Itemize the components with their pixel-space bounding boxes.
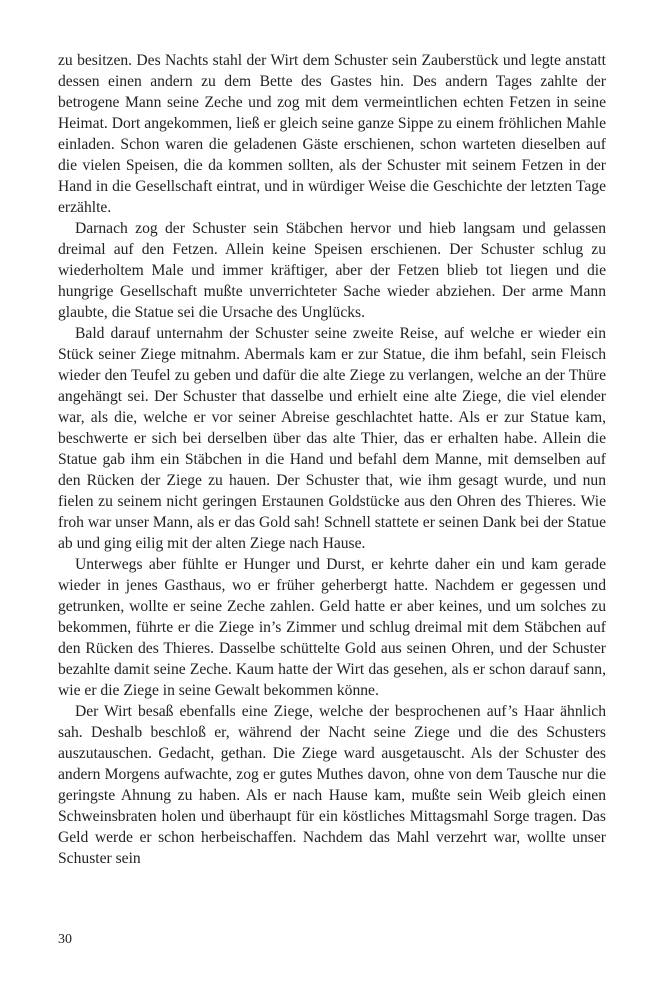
paragraph-4: Unterwegs aber fühlte er Hunger und Durst, er kehrte daher ein und kam gerade wieder in jenes Gasthaus, wo er früher geherbergt hatte. Nachdem er gegessen und getrunken, wollte er seine Zeche zahlen. Geld hatte er aber keines, und um solches zu bekommen, führte er die Ziege in’s Zimmer und schlug dreimal mit dem Stäbchen auf den Rücken des Thieres. Dasselbe schüttelte Gold aus seinen Ohren, und der Schuster bezahlte damit seine Zeche. Kaum hatte der Wirt das gesehen, als er schon darauf sann, wie er die Ziege in seine Gewalt bekommen könne.	[58, 556, 606, 699]
page-body	[58, 50, 606, 869]
paragraph-2: Darnach zog der Schuster sein Stäbchen hervor und hieb langsam und gelassen dreimal auf den Fetzen. Allein keine Speisen erschienen. Der Schuster schlug zu wiederholtem Male und immer kräftiger, aber der Fetzen blieb tot liegen und die hungrige Gesellschaft mußte unverrichteter Sache wieder abziehen. Der arme Mann glaubte, die Statue sei die Ursache des Unglücks.	[58, 220, 606, 321]
page-number: 30	[58, 932, 72, 947]
paragraph-3: Bald darauf unternahm der Schuster seine zweite Reise, auf welche er wieder ein Stück seiner Ziege mitnahm. Abermals kam er zur Statue, die ihm befahl, sein Fleisch wieder den Teufel zu geben und dafür die alte Ziege zu verlangen, welche an der Thüre angehängt sei. Der Schuster that dasselbe und erhielt eine alte Ziege, die viel elender war, als die, welche er vor seiner Abreise geschlachtet hatte. Als er zur Statue kam, beschwerte er sich bei derselben über das alte Thier, das er erhalten habe. Allein die Statue gab ihm ein Stäbchen in die Hand und befahl dem Manne, mit demselben auf den Rücken der Ziege zu hauen. Der Schuster that, wie ihm gesagt wurde, und nun fielen zu seinem nicht geringen Erstaunen Goldstücke aus den Ohren des Thieres. Wie froh war unser Mann, als er das Gold sah! Schnell stattete er seinen Dank bei der Statue ab und ging eilig mit der alten Ziege nach Hause.	[58, 325, 606, 552]
paragraph-1: zu besitzen. Des Nachts stahl der Wirt dem Schuster sein Zauberstück und legte anstatt dessen einen andern zu dem Bette des Gastes hin. Des andern Tages zahlte der betrogene Mann seine Zeche und zog mit dem vermeintlichen echten Fetzen in seine Heimat. Dort angekommen, ließ er gleich seine ganze Sippe zu einem fröhlichen Mahle einladen. Schon waren die geladenen Gäste erschienen, schon warteten dieselben auf die vielen Speisen, die da kommen sollten, als der Schuster mit seinem Fetzen in der Hand in die Gesellschaft eintrat, und in würdiger Weise die Geschichte der letzten Tage erzählte.	[58, 52, 606, 216]
paragraph-5: Der Wirt besaß ebenfalls eine Ziege, welche der besprochenen auf’s Haar ähnlich sah. Deshalb beschloß er, während der Nacht seine Ziege und die des Schusters auszutauschen. Gedacht, gethan. Die Ziege ward ausgetauscht. Als der Schuster des andern Morgens aufwachte, zog er gutes Muthes davon, ohne von dem Tausche nur die geringste Ahnung zu haben. Als er nach Hause kam, mußte sein Weib gleich einen Schweinsbraten holen und überhaupt für ein köstliches Mittagsmahl Sorge tragen. Das Geld werde er schon herbeischaffen. Nachdem das Mahl verzehrt war, wollte unser Schuster sein	[58, 703, 606, 867]
